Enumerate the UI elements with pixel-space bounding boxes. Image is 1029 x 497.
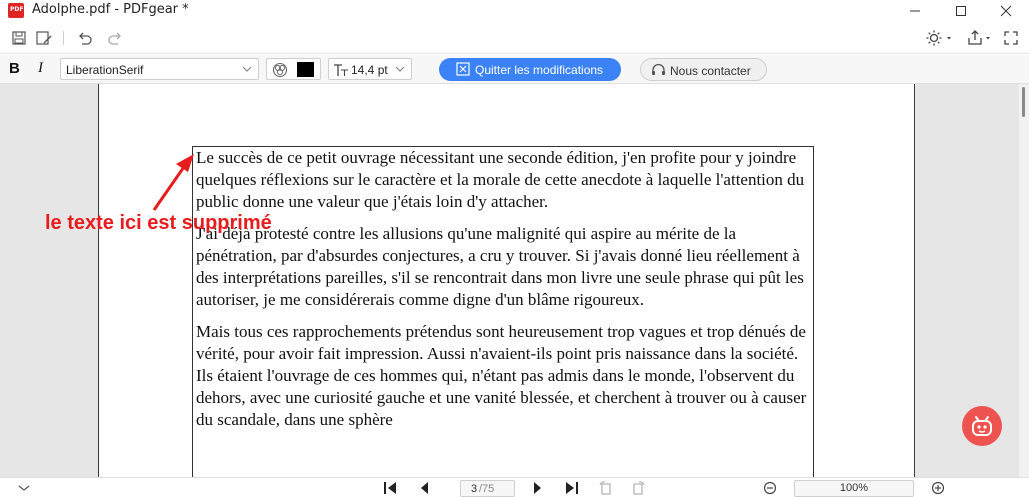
title-bar [0,0,1029,22]
zoom-level-input[interactable]: 100% [794,480,914,497]
robot-icon [969,414,995,438]
minimize-button[interactable] [892,0,938,22]
save-as-icon [36,31,52,45]
text-size-icon [333,63,349,77]
font-size-select[interactable] [328,58,412,80]
zoom-out-icon [763,481,777,495]
paragraph[interactable]: Le succès de ce petit ouvrage nécessitant une seconde édition, j'en profite pour y joindre quelques réflexions sur le caractère et la morale de cette anecdote à laquelle l'attention du public donne une valeur que j'étais loin d'y attacher. [196,148,805,211]
share-button[interactable] [966,29,994,47]
status-bar [0,477,1029,497]
share-icon [967,30,993,46]
exit-edit-icon [456,62,470,76]
quit-editing-button[interactable] [439,58,621,81]
headset-icon [651,63,666,77]
fullscreen-button[interactable] [1002,29,1020,47]
next-page-button[interactable] [530,481,546,495]
next-page-icon [532,481,544,495]
maximize-button[interactable] [938,0,984,22]
sidebar-toggle-button[interactable] [16,481,32,495]
total-pages: /75 [479,483,495,495]
chevron-down-icon [18,484,30,492]
redo-icon [107,31,123,45]
scrollbar-thumb[interactable] [1022,87,1025,117]
page-number-input[interactable] [460,480,515,497]
text-color-button[interactable] [266,58,321,80]
pdf-page [98,84,915,477]
paragraph[interactable]: Mais tous ces rapprochements prétendus sont heureusement trop vagues et trop dénués de vérité, pour avoir fait impression. Aussi n'avaient-ils point pris naissance dans la société. Ils étaient l'ouvrage de ces hommes qui, n'étant pas admis dans le monde, l'observent du dehors, avec une curiosité gauche et une vanité blessée, et cherchent à trouver ou à causer du scandale, dans une sphère [196,322,807,429]
quit-editing-label: Quitter les modifications [475,63,604,77]
red-arrow-annotation [150,150,198,214]
last-page-icon [564,481,580,495]
rotate-left-button[interactable] [598,481,614,495]
redo-button[interactable] [106,29,124,47]
first-page-icon [382,481,398,495]
last-page-button[interactable] [564,481,580,495]
pdfgear-logo-icon: PDF [8,3,24,18]
undo-button[interactable] [76,29,94,47]
font-family-value: LiberationSerif [66,63,144,77]
fullscreen-icon [1004,31,1018,45]
save-button[interactable] [10,29,28,47]
theme-button[interactable] [925,29,953,47]
save-icon [12,31,26,45]
toolbar-divider [63,31,64,45]
close-icon [1000,5,1012,17]
color-palette-icon [272,62,288,78]
paragraph[interactable]: J'ai déjà protesté contre les allusions qu'une malignité qui aspire au mérite de la pénétration, par d'absurdes conjectures, a cru y trouver. Si j'avais donné lieu réellement à des interprétations pareilles, s'il se rencontrait dans mon livre une seule phrase qui pût les autoriser, je me considérerais comme digne d'un blâme rigoureux. [196,224,804,309]
text-color-swatch [297,62,314,77]
zoom-in-button[interactable] [930,481,946,495]
sun-icon [926,30,952,46]
save-as-button[interactable] [35,29,53,47]
rotate-right-icon [631,481,645,495]
editable-text-box[interactable] [192,146,814,477]
current-page: 3 [471,483,478,495]
font-family-select[interactable] [60,58,259,80]
document-viewport[interactable] [0,84,1029,477]
previous-page-icon [418,481,430,495]
close-button[interactable] [983,0,1029,22]
ai-assistant-button[interactable] [962,406,1002,446]
undo-icon [77,31,93,45]
first-page-button[interactable] [382,481,398,495]
chevron-down-icon [395,65,405,73]
zoom-in-icon [931,481,945,495]
minimize-icon [909,5,921,17]
zoom-out-button[interactable] [762,481,778,495]
rotate-left-icon [599,481,613,495]
font-size-value: 14,4 pt [351,63,388,77]
bold-button[interactable]: B [9,60,20,77]
format-toolbar [0,55,1029,84]
contact-us-label: Nous contacter [670,64,751,78]
rotate-right-button[interactable] [630,481,646,495]
italic-button[interactable]: I [38,60,43,76]
window-title: Adolphe.pdf - PDFgear * [32,2,189,17]
maximize-icon [955,5,967,17]
annotation-text: le texte ici est supprimé [45,212,272,234]
vertical-scrollbar[interactable] [1019,84,1029,477]
contact-us-button[interactable] [640,58,767,81]
main-toolbar [0,22,1029,54]
previous-page-button[interactable] [416,481,432,495]
chevron-down-icon [242,65,252,73]
